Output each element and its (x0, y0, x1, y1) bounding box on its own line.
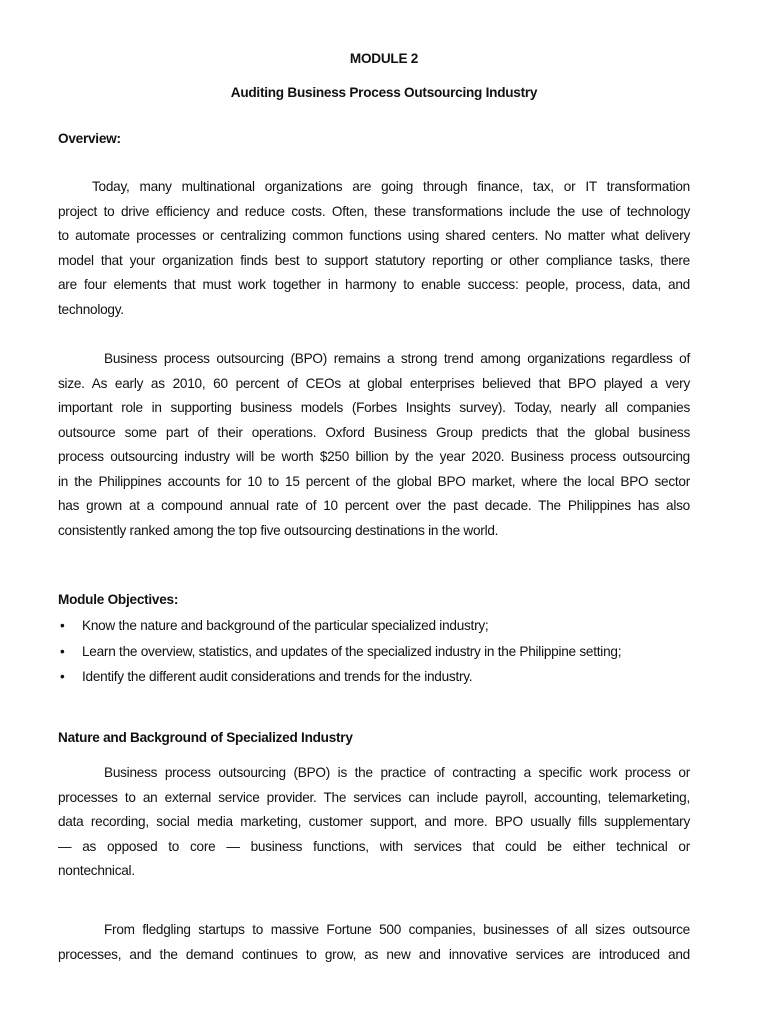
text-line: size. As early as 2010, 60 percent of CEOs at global enterprises believed that BPO played a very (58, 375, 690, 391)
text-line: process outsourcing industry will be worth $250 billion by the year 2020. Business process outsourcing (58, 449, 690, 464)
text-line: From fledgling startups to massive Fortune 500 companies, businesses of all sizes outsource (104, 922, 690, 937)
text-line: outsource some part of their operations. Oxford Business Group predicts that the global business (58, 424, 690, 440)
list-item: • Learn the overview, statistics, and updates of the specialized industry in the Philippine setting; (58, 640, 690, 666)
paragraph-bpo-definition (58, 761, 690, 884)
list-item: • Know the nature and background of the particular specialized industry; (58, 614, 690, 640)
objectives-list (58, 614, 690, 691)
paragraph-overview (58, 175, 690, 322)
document-title: Auditing Business Process Outsourcing Industry (230, 85, 538, 100)
text-line: are four elements that must work together in harmony to enable success: people, process, data, and (58, 277, 690, 292)
text-line: has grown at a compound annual rate of 10 percent over the past decade. The Philippines has also (58, 498, 690, 513)
text-line: processes to an external service provider. The services can include payroll, accounting, telemarketing, (58, 789, 690, 805)
bullet-icon: • (60, 643, 65, 659)
list-item: • Identify the different audit considerations and trends for the industry. (58, 665, 690, 691)
paragraph-bpo-trend (58, 347, 690, 543)
text-line: consistently ranked among the top five outsourcing destinations in the world. (58, 522, 499, 538)
bullet-icon: • (60, 669, 65, 684)
text-line: project to drive efficiency and reduce costs. Often, these transformations include the use of technology (58, 203, 690, 219)
module-label: MODULE 2 (349, 51, 419, 66)
paragraph-demand (58, 918, 690, 967)
text-line: processes, and the demand continues to grow, as new and innovative services are introduced and (58, 946, 690, 962)
text-line: important role in supporting business models (Forbes Insights survey). Today, nearly all companies (58, 400, 690, 415)
text-line: Today, many multinational organizations are going through finance, tax, or IT transformation (92, 179, 690, 194)
text-line: model that your organization finds best to support statutory reporting or other compliance tasks, there (58, 252, 690, 268)
text-line: in the Philippines accounts for 10 to 15 percent of the global BPO market, where the local BPO sector (58, 473, 690, 489)
overview-heading: Overview: (58, 131, 121, 146)
text-line: Business process outsourcing (BPO) remains a strong trend among organizations regardless of (104, 351, 690, 366)
bullet-icon: • (60, 618, 65, 633)
text-line: technology. (58, 301, 124, 317)
text-line: data recording, social media marketing, customer support, and more. BPO usually fills supplementary (58, 814, 690, 829)
nature-heading: Nature and Background of Specialized Industry (58, 730, 353, 745)
text-line: — as opposed to core — business functions, with services that could be either technical or (58, 838, 690, 854)
text-line: nontechnical. (58, 863, 135, 878)
objectives-heading: Module Objectives: (58, 592, 179, 607)
text-line: Business process outsourcing (BPO) is the practice of contracting a specific work process or (104, 765, 690, 780)
text-line: to automate processes or centralizing common functions using shared centers. No matter what delivery (58, 228, 690, 243)
